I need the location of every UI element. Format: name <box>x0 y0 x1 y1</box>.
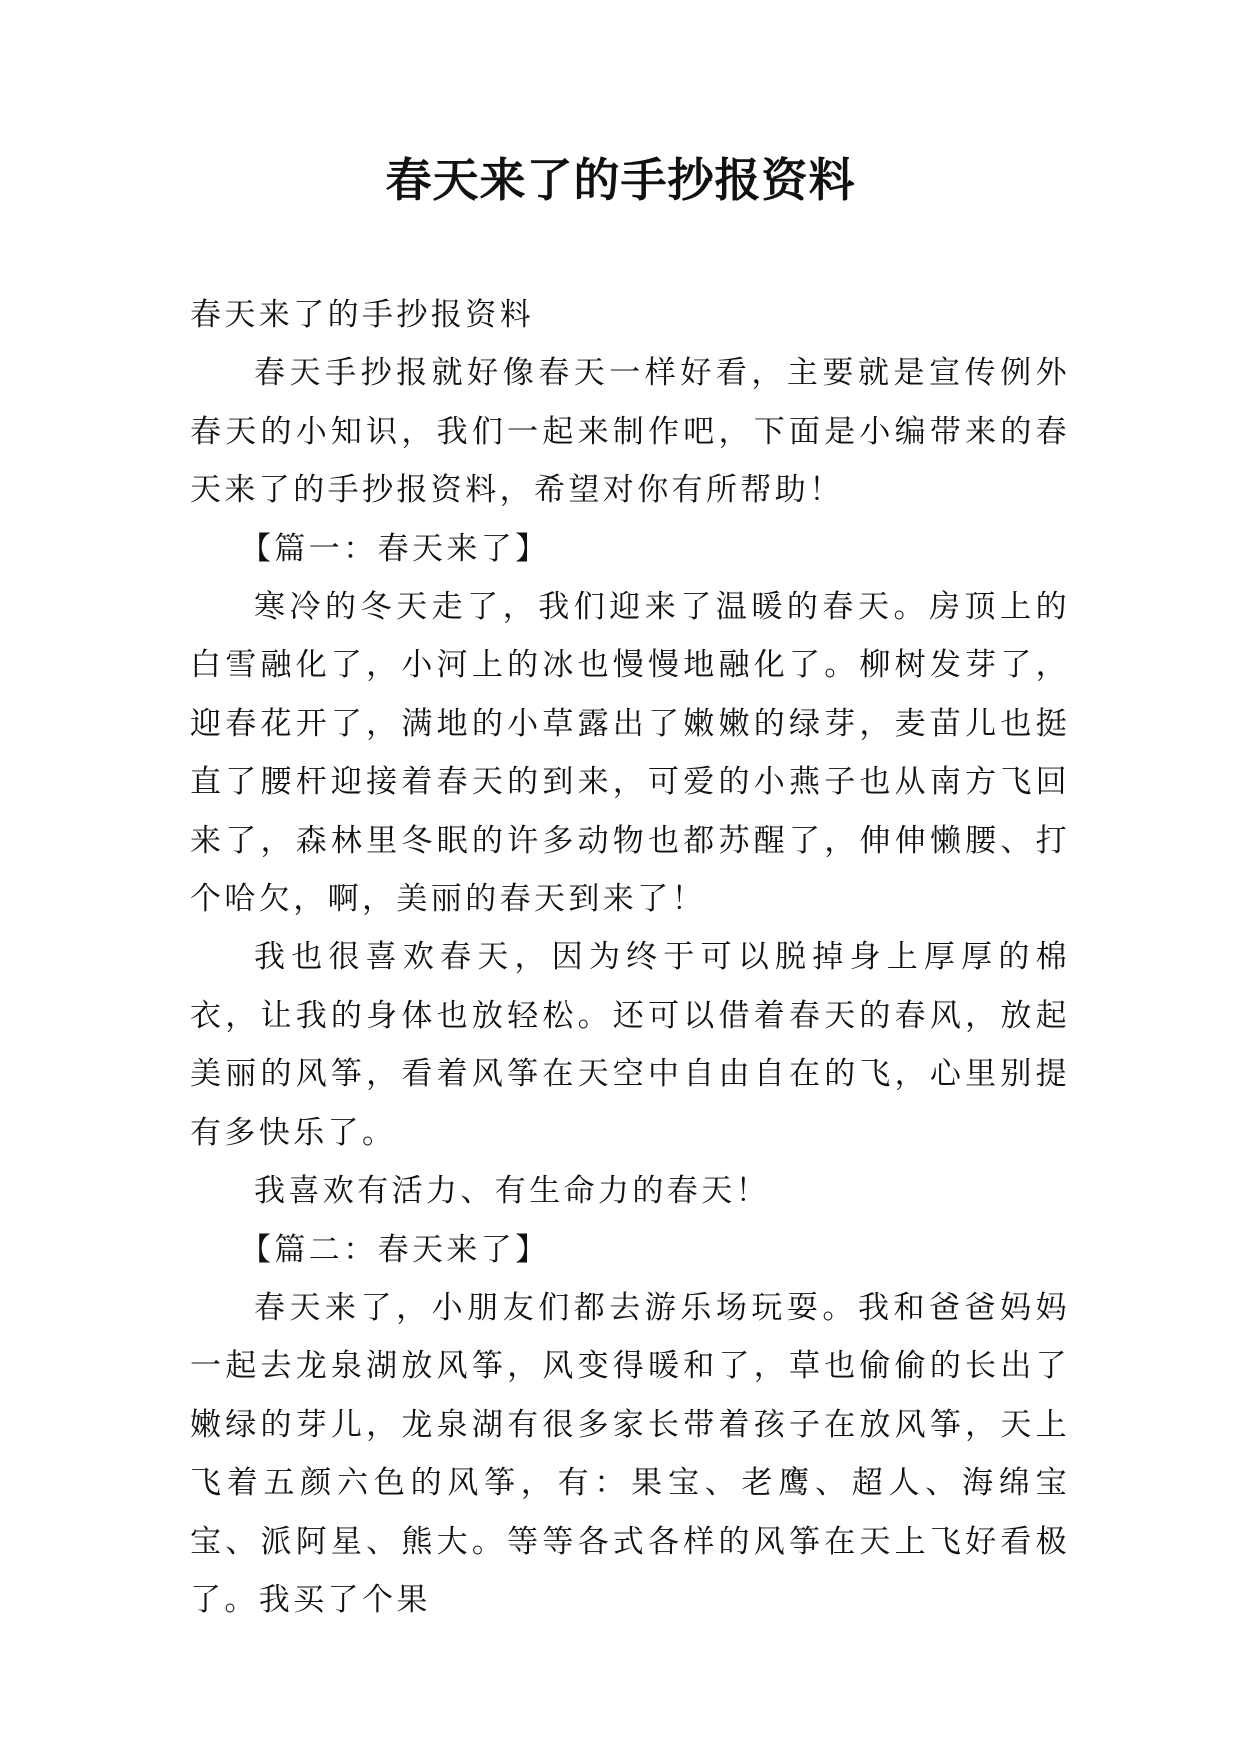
paragraph: 寒冷的冬天走了，我们迎来了温暖的春天。房顶上的白雪融化了，小河上的冰也慢慢地融化了。柳树发芽了，迎春花开了，满地的小草露出了嫩嫩的绿芽，麦苗儿也挺直了腰杆迎接着春天的到来，可爱的小燕子也从南方飞回来了，森林里冬眠的许多动物也都苏醒了，伸伸懒腰、打个哈欠，啊，美丽的春天到来了！ <box>190 589 1070 918</box>
paragraph: 春天来了，小朋友们都去游乐场玩耍。我和爸爸妈妈一起去龙泉湖放风筝，风变得暖和了，草也偷偷的长出了嫩绿的芽儿，龙泉湖有很多家长带着孩子在放风筝，天上飞着五颜六色的风筝，有：果宝、老鹰、超人、海绵宝宝、派阿星、熊大。等等各式各样的风筝在天上飞好看极了。我买了个果 <box>190 1289 1070 1618</box>
paragraph: 我也很喜欢春天，因为终于可以脱掉身上厚厚的棉衣，让我的身体也放轻松。还可以借着春天的春风，放起美丽的风筝，看着风筝在天空中自由自在的飞，心里别提有多快乐了。 <box>190 939 1070 1151</box>
document-title: 春天来了的手抄报资料 <box>385 153 856 207</box>
paragraph-subtitle: 春天来了的手抄报资料 <box>190 297 534 333</box>
section-heading-two: 【篇二：春天来了】 <box>240 1231 550 1268</box>
paragraph-intro: 春天手抄报就好像春天一样好看，主要就是宣传例外春天的小知识，我们一起来制作吧，下面是小编带来的春天来了的手抄报资料，希望对你有所帮助！ <box>190 355 1070 509</box>
section-heading-one: 【篇一：春天来了】 <box>240 530 550 567</box>
paragraph: 我喜欢有活力、有生命力的春天！ <box>254 1173 770 1210</box>
document-body <box>190 286 1070 1629</box>
